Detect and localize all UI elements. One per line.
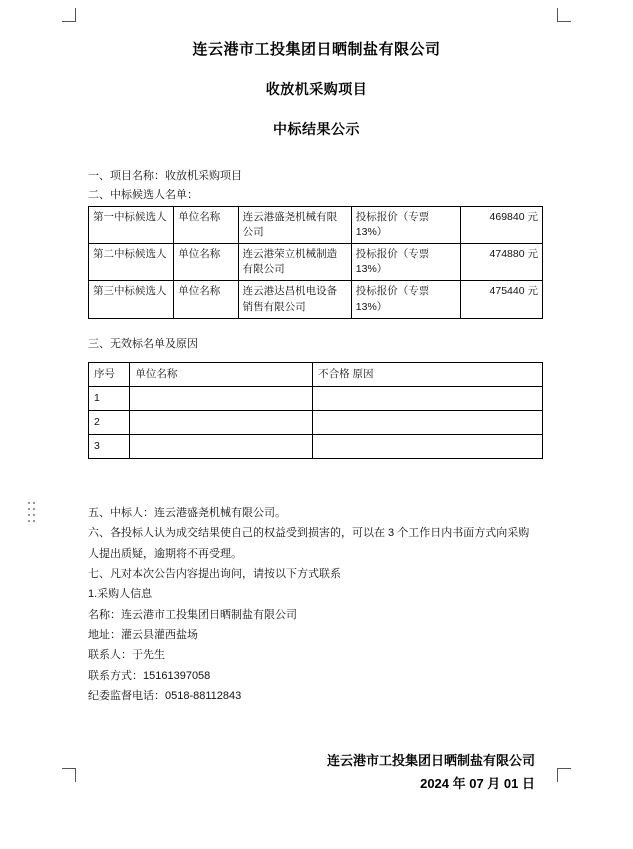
table-row bbox=[89, 281, 543, 318]
row-no: 3 bbox=[89, 435, 130, 459]
buyer-contact-person: 联系人：于先生 bbox=[88, 649, 165, 662]
candidate-unit-name: 连云港荣立机械制造有限公司 bbox=[238, 243, 351, 280]
signature-block bbox=[76, 749, 557, 796]
table-row bbox=[89, 411, 543, 435]
row-unit bbox=[130, 411, 313, 435]
buyer-phone: 联系方式：15161397058 bbox=[88, 669, 211, 682]
signature-date: 2024 年 07 月 01 日 bbox=[420, 775, 535, 791]
candidate-amount: 469840 元 bbox=[460, 206, 542, 243]
row-no: 1 bbox=[89, 387, 130, 411]
candidate-rank: 第二中标候选人 bbox=[89, 243, 174, 280]
candidate-bid-label: 投标报价（专票 13%） bbox=[351, 281, 460, 318]
signature-company: 连云港市工投集团日晒制盐有限公司 bbox=[326, 752, 535, 768]
crop-mark-top-right bbox=[557, 8, 571, 22]
page-title-line1: 连云港市工投集团日晒制盐有限公司 bbox=[192, 41, 441, 58]
document-content bbox=[76, 20, 557, 795]
section-candidate-list: 二、中标候选人名单： bbox=[88, 189, 198, 202]
crop-mark-bottom-right bbox=[557, 768, 571, 782]
table-row bbox=[89, 206, 543, 243]
column-header-reason: 不合格 原因 bbox=[313, 363, 543, 387]
candidate-amount: 474880 元 bbox=[460, 243, 542, 280]
buyer-address: 地址：灌云县灌西盐场 bbox=[88, 629, 198, 642]
row-reason bbox=[313, 435, 543, 459]
candidate-rank: 第一中标候选人 bbox=[89, 206, 174, 243]
candidate-bid-label: 投标报价（专票 13%） bbox=[351, 206, 460, 243]
supervision-phone: 纪委监督电话：0518-88112843 bbox=[88, 690, 242, 703]
candidate-unit-name: 连云港盛尧机械有限公司 bbox=[238, 206, 351, 243]
page-title-line3: 中标结果公示 bbox=[273, 121, 360, 137]
candidates-table bbox=[88, 206, 543, 319]
buyer-name: 名称：连云港市工投集团日晒制盐有限公司 bbox=[88, 608, 297, 621]
candidate-rank: 第三中标候选人 bbox=[89, 281, 174, 318]
table-header-row bbox=[89, 363, 543, 387]
page-title-line2: 收放机采购项目 bbox=[265, 81, 368, 97]
buyer-info-title: 1.采购人信息 bbox=[88, 588, 153, 601]
section-project-name: 一、项目名称：收放机采购项目 bbox=[88, 170, 242, 182]
table-row bbox=[89, 435, 543, 459]
column-header-unit: 单位名称 bbox=[130, 363, 313, 387]
candidate-unit-label: 单位名称 bbox=[174, 281, 238, 318]
row-no: 2 bbox=[89, 411, 130, 435]
row-unit bbox=[130, 387, 313, 411]
candidate-bid-label: 投标报价（专票 13%） bbox=[351, 243, 460, 280]
candidate-unit-label: 单位名称 bbox=[174, 243, 238, 280]
drag-handle-dots[interactable] bbox=[28, 502, 36, 524]
table-row bbox=[89, 387, 543, 411]
section-contact-intro: 七、凡对本次公告内容提出询问，请按以下方式联系 bbox=[88, 568, 341, 581]
column-header-no: 序号 bbox=[89, 363, 130, 387]
candidate-unit-label: 单位名称 bbox=[174, 206, 238, 243]
candidate-unit-name: 连云港达昌机电设备销售有限公司 bbox=[238, 281, 351, 318]
section-invalid-bids: 三、无效标名单及原因 bbox=[88, 337, 198, 350]
invalid-bids-table bbox=[88, 362, 543, 459]
candidate-amount: 475440 元 bbox=[460, 281, 542, 318]
row-reason bbox=[313, 387, 543, 411]
section-winner: 五、中标人：连云港盛尧机械有限公司。 bbox=[88, 507, 286, 520]
row-reason bbox=[313, 411, 543, 435]
crop-mark-top-left bbox=[62, 8, 76, 22]
table-row bbox=[89, 243, 543, 280]
section-objection-line2: 人提出质疑，逾期将不再受理。 bbox=[88, 547, 242, 560]
crop-mark-bottom-left bbox=[62, 768, 76, 782]
row-unit bbox=[130, 435, 313, 459]
section-objection-line1: 六、各投标人认为成交结果使自己的权益受到损害的，可以在 3 个工作日内书面方式向采购 bbox=[88, 527, 530, 540]
